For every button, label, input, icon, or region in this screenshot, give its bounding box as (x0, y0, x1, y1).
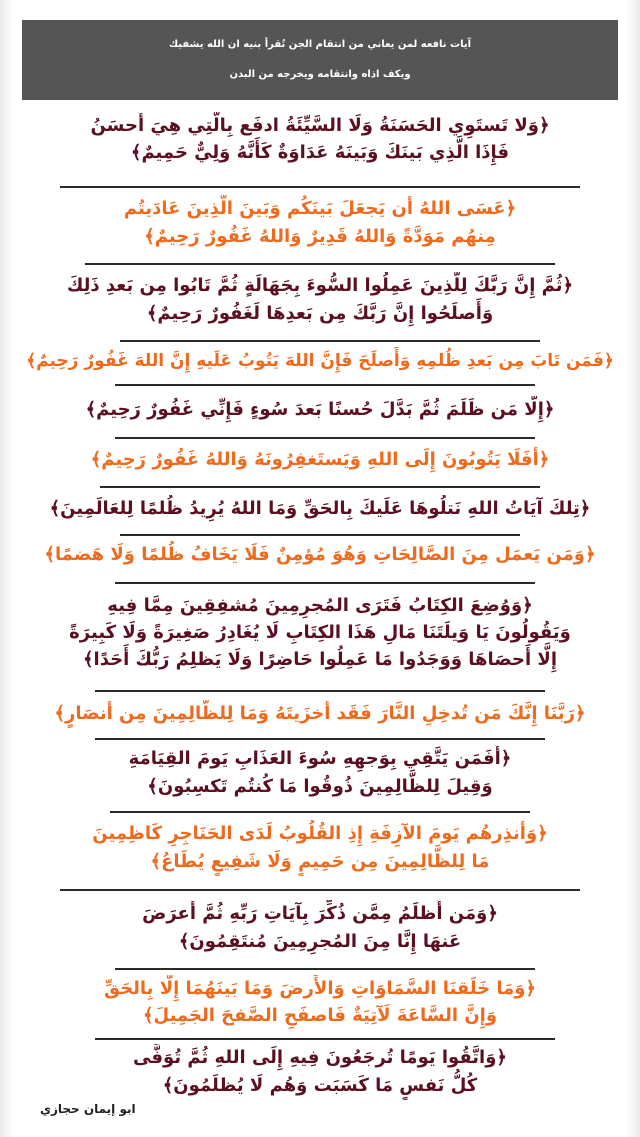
verse-9 (24, 592, 616, 673)
title-line-2: ويكف اذاه وانتقامه ويخرجه من البدن (229, 69, 411, 80)
verse-12 (24, 820, 616, 876)
verse-12-line-2: مَا لِلظَّالِمِينَ مِن حَمِيمٍ وَلَا شَفِيعٍ يُطَاعُ﴾ (150, 851, 490, 872)
verse-12-line-1: ﴿وَأَنذِرهُم يَومَ الآزِفَةِ إِذِ القُلُوبُ لَدَى الحَنَاجِرِ كَاظِمِينَ (92, 823, 548, 844)
verse-2-line-1: ﴿عَسَى اللهُ أَن يَجعَلَ بَينَكُم وَبَينَ الَّذِينَ عَادَيتُم (123, 198, 517, 219)
verse-5 (24, 396, 616, 424)
divider-4 (115, 384, 535, 386)
divider-7 (120, 534, 520, 536)
verse-1 (24, 112, 616, 166)
verse-7 (24, 495, 616, 523)
author-signature: ابو إيمان حجازي (40, 1102, 136, 1116)
verse-6 (24, 446, 616, 474)
verse-10 (24, 700, 616, 728)
verse-3-line-1: ﴿ثُمَّ إِنَّ رَبَّكَ لِلَّذِينَ عَمِلُوا السُّوءَ بِجَهَالَةٍ ثُمَّ تَابُوا مِن بَعدِ ذَلِكَ (66, 275, 574, 296)
title-line-1: آيات نافعه لمن يعاني من انتقام الجن تُقرأ بنيه ان الله يشفيك (168, 39, 472, 50)
verse-1-line-1: ﴿وَلا تَستَوِي الحَسَنَةُ وَلَا السَّيِّئَةُ ادفَع بِالَّتِي هِيَ أَحسَنُ (90, 115, 550, 136)
divider-11 (110, 811, 530, 813)
verse-7-line-1: ﴿تِلكَ آيَاتُ اللهِ نَتلُوهَا عَلَيكَ بِالحَقِّ وَمَا اللهُ يُرِيدُ ظُلمًا لِلعَالَمِينَ﴾ (49, 498, 591, 519)
verse-14-line-2: وَإِنَّ السَّاعَةَ لَآتِيَةٌ فَاصفَحِ الصَّفحَ الجَمِيلَ﴾ (142, 1005, 498, 1026)
verse-15-line-2: كُلُّ نَفسٍ مَا كَسَبَت وَهُم لَا يُظلَمُونَ﴾ (162, 1075, 478, 1096)
divider-13 (115, 968, 535, 970)
verse-9-line-2: وَيَقُولُونَ يَا وَيلَتَنَا مَالِ هَذَا الكِتَابِ لَا يُغَادِرُ صَغِيرَةً وَلَا كَبِيرَةً (69, 622, 571, 643)
verse-14 (24, 975, 616, 1029)
verse-11-line-1: ﴿أَفَمَن يَتَّقِي بِوَجهِهِ سُوءَ العَذَابِ يَومَ القِيَامَةِ (128, 748, 512, 769)
verse-3-line-2: وَأَصلَحُوا إِنَّ رَبَّكَ مِن بَعدِهَا لَغَفُورٌ رَحِيمٌ﴾ (146, 303, 494, 324)
verse-6-line-1: ﴿أَفَلَا يَتُوبُونَ إِلَى اللهِ وَيَستَغفِرُونَهُ وَاللهُ غَفُورٌ رَحِيمٌ﴾ (90, 449, 550, 470)
page-title-banner (22, 20, 618, 100)
verse-4-line-1: ﴿فَمَن تَابَ مِن بَعدِ ظُلمِهِ وَأَصلَحَ فَإِنَّ اللهَ يَتُوبُ عَلَيهِ إِنَّ اللهَ غَفُورٌ رَحِيمٌ﴾ (26, 351, 614, 371)
verse-2-line-2: مِنهُم مَوَدَّةً وَاللهُ قَدِيرٌ وَاللهُ غَفُورٌ رَحِيمٌ﴾ (144, 226, 496, 247)
divider-6 (100, 486, 540, 488)
divider-2 (85, 263, 555, 265)
verse-15 (24, 1044, 616, 1100)
divider-5 (115, 437, 535, 439)
verse-2 (24, 195, 616, 251)
verse-8 (24, 541, 616, 569)
divider-1 (60, 186, 580, 188)
verse-13 (24, 900, 616, 956)
verse-11 (24, 745, 616, 801)
verse-10-line-1: ﴿رَبَّنَا إِنَّكَ مَن تُدخِلِ النَّارَ فَقَد أَخزَيتَهُ وَمَا لِلظَّالِمِينَ مِن أَنصَارٍ﴾ (54, 703, 586, 724)
verse-3 (24, 272, 616, 328)
verse-13-line-2: عَنهَا إِنَّا مِنَ المُجرِمِينَ مُنتَقِمُونَ﴾ (178, 931, 462, 952)
divider-14 (95, 1038, 555, 1040)
verse-9-line-3: إِلَّا أَحصَاهَا وَوَجَدُوا مَا عَمِلُوا حَاضِرًا وَلَا يَظلِمُ رَبُّكَ أَحَدًا﴾ (82, 649, 557, 670)
paper-edge-right (626, 0, 640, 1137)
divider-12 (60, 889, 580, 891)
divider-3 (120, 340, 540, 342)
verse-8-line-1: ﴿وَمَن يَعمَل مِنَ الصَّالِحَاتِ وَهُوَ مُؤمِنٌ فَلَا يَخَافُ ظُلمًا وَلَا هَضمًا﴾ (44, 544, 596, 565)
verse-14-line-1: ﴿وَمَا خَلَقنَا السَّمَاوَاتِ وَالأَرضَ وَمَا بَينَهُمَا إِلَّا بِالحَقِّ (103, 978, 537, 999)
verse-15-line-1: ﴿وَاتَّقُوا يَومًا تُرجَعُونَ فِيهِ إِلَى اللهِ ثُمَّ تُوَفَّى (133, 1047, 507, 1068)
verse-5-line-1: ﴿إِلَّا مَن ظَلَمَ ثُمَّ بَدَّلَ حُسنًا بَعدَ سُوءٍ فَإِنِّي غَفُورٌ رَحِيمٌ﴾ (85, 399, 555, 420)
verse-4 (24, 347, 616, 375)
divider-9 (95, 690, 545, 692)
verse-9-line-1: ﴿وَوُضِعَ الكِتَابُ فَتَرَى المُجرِمِينَ مُشفِقِينَ مِمَّا فِيهِ (107, 595, 533, 616)
paper-edge-left (0, 0, 14, 1137)
verse-13-line-1: ﴿وَمَن أَظلَمُ مِمَّن ذُكِّرَ بِآيَاتِ رَبِّهِ ثُمَّ أَعرَضَ (142, 903, 498, 924)
divider-8 (115, 582, 535, 584)
verse-11-line-2: وَقِيلَ لِلظَّالِمِينَ ذُوقُوا مَا كُنتُم تَكسِبُونَ﴾ (147, 776, 493, 797)
divider-10 (95, 738, 545, 740)
verse-1-line-2: فَإِذَا الَّذِي بَينَكَ وَبَينَهُ عَدَاوَةٌ كَأَنَّهُ وَلِيٌّ حَمِيمٌ﴾ (130, 142, 510, 163)
